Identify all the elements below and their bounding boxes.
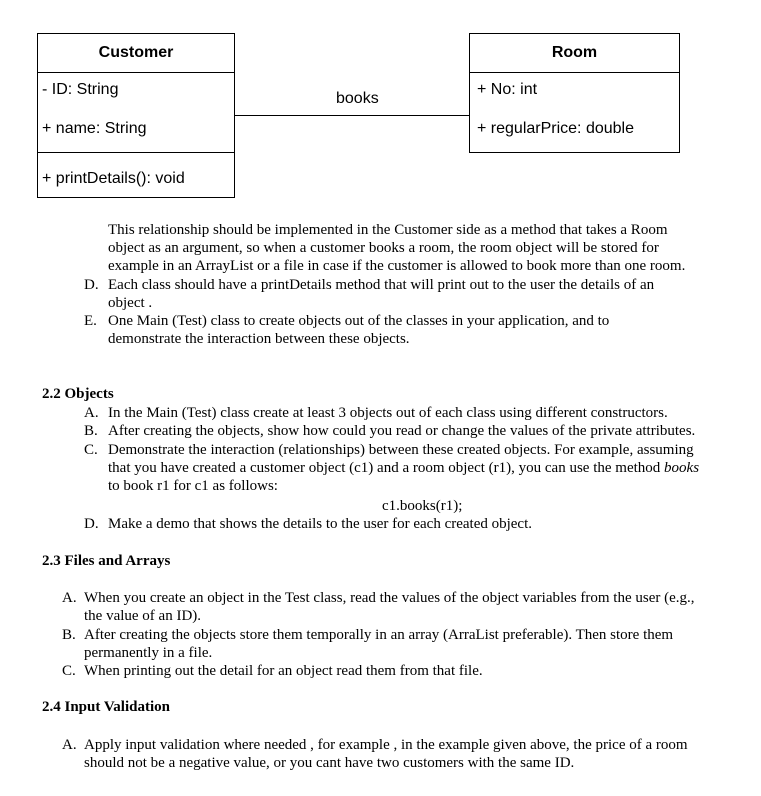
- list-item-text: permanently in a file.: [84, 645, 213, 661]
- list-item-label: C.: [84, 442, 98, 458]
- customer-attr-name: + name: String: [42, 120, 147, 137]
- section-heading: 2.3 Files and Arrays: [42, 553, 171, 569]
- text-span: that you have created a customer object (c1) and a room object (r1), you can use the method: [108, 460, 661, 476]
- list-item-label: A.: [62, 737, 77, 753]
- room-attr-no: + No: int: [477, 81, 538, 98]
- list-item-text: Apply input validation where needed , for example , in the example given above, the price of a room: [84, 737, 688, 753]
- list-item-text: After creating the objects, show how could you read or change the values of the private attributes.: [108, 423, 696, 439]
- room-attr-regularprice: + regularPrice: double: [477, 120, 634, 137]
- list-item-text: to book r1 for c1 as follows:: [108, 478, 278, 494]
- list-item-label: A.: [84, 405, 99, 421]
- room-class-title: Room: [551, 44, 598, 61]
- customer-method-printdetails: + printDetails(): void: [42, 170, 185, 187]
- list-item-label: D.: [84, 516, 99, 532]
- list-item-text: should not be a negative value, or you cant have two customers with the same ID.: [84, 755, 575, 771]
- list-item-text: When printing out the detail for an object read them from that file.: [84, 663, 483, 679]
- list-item-text: Make a demo that shows the details to the user for each created object.: [108, 516, 533, 532]
- relationship-label: books: [336, 90, 379, 107]
- list-item-label: C.: [62, 663, 76, 679]
- list-item-text: Each class should have a printDetails method that will print out to the user the details of an: [108, 277, 655, 293]
- list-item-label: A.: [62, 590, 77, 606]
- list-item-text: In the Main (Test) class create at least 3 objects out of each class using different constructors.: [108, 405, 668, 421]
- code-line: c1.books(r1);: [382, 498, 463, 514]
- uml-diagram: [0, 0, 761, 205]
- list-item-text: One Main (Test) class to create objects out of the classes in your application, and to: [108, 313, 610, 329]
- list-item-text: object .: [108, 295, 153, 311]
- list-item-text: [108, 459, 699, 478]
- list-item-label: E.: [84, 313, 97, 329]
- paragraph-line: This relationship should be implemented in the Customer side as a method that takes a Room: [108, 222, 668, 238]
- customer-class-title: Customer: [98, 44, 174, 61]
- paragraph-line: object as an argument, so when a customer books a room, the room object will be stored for: [108, 240, 659, 256]
- customer-attr-id: - ID: String: [42, 81, 119, 98]
- list-item-label: B.: [84, 423, 98, 439]
- method-name: books: [664, 460, 700, 476]
- list-item-text: the value of an ID).: [84, 608, 202, 624]
- list-item-text: After creating the objects store them temporally in an array (ArraList preferable). Then store them: [84, 627, 674, 643]
- list-item-text: demonstrate the interaction between these objects.: [108, 331, 410, 347]
- paragraph-line: example in an ArrayList or a file in case if the customer is allowed to book more than one room.: [108, 258, 686, 274]
- list-item-label: D.: [84, 277, 99, 293]
- list-item-text: When you create an object in the Test class, read the values of the object variables from the user (e.g.,: [84, 590, 695, 606]
- section-heading: 2.2 Objects: [42, 386, 114, 402]
- list-item-label: B.: [62, 627, 76, 643]
- list-item-text: Demonstrate the interaction (relationships) between these created objects. For example, assuming: [108, 442, 694, 458]
- section-heading: 2.4 Input Validation: [42, 699, 170, 715]
